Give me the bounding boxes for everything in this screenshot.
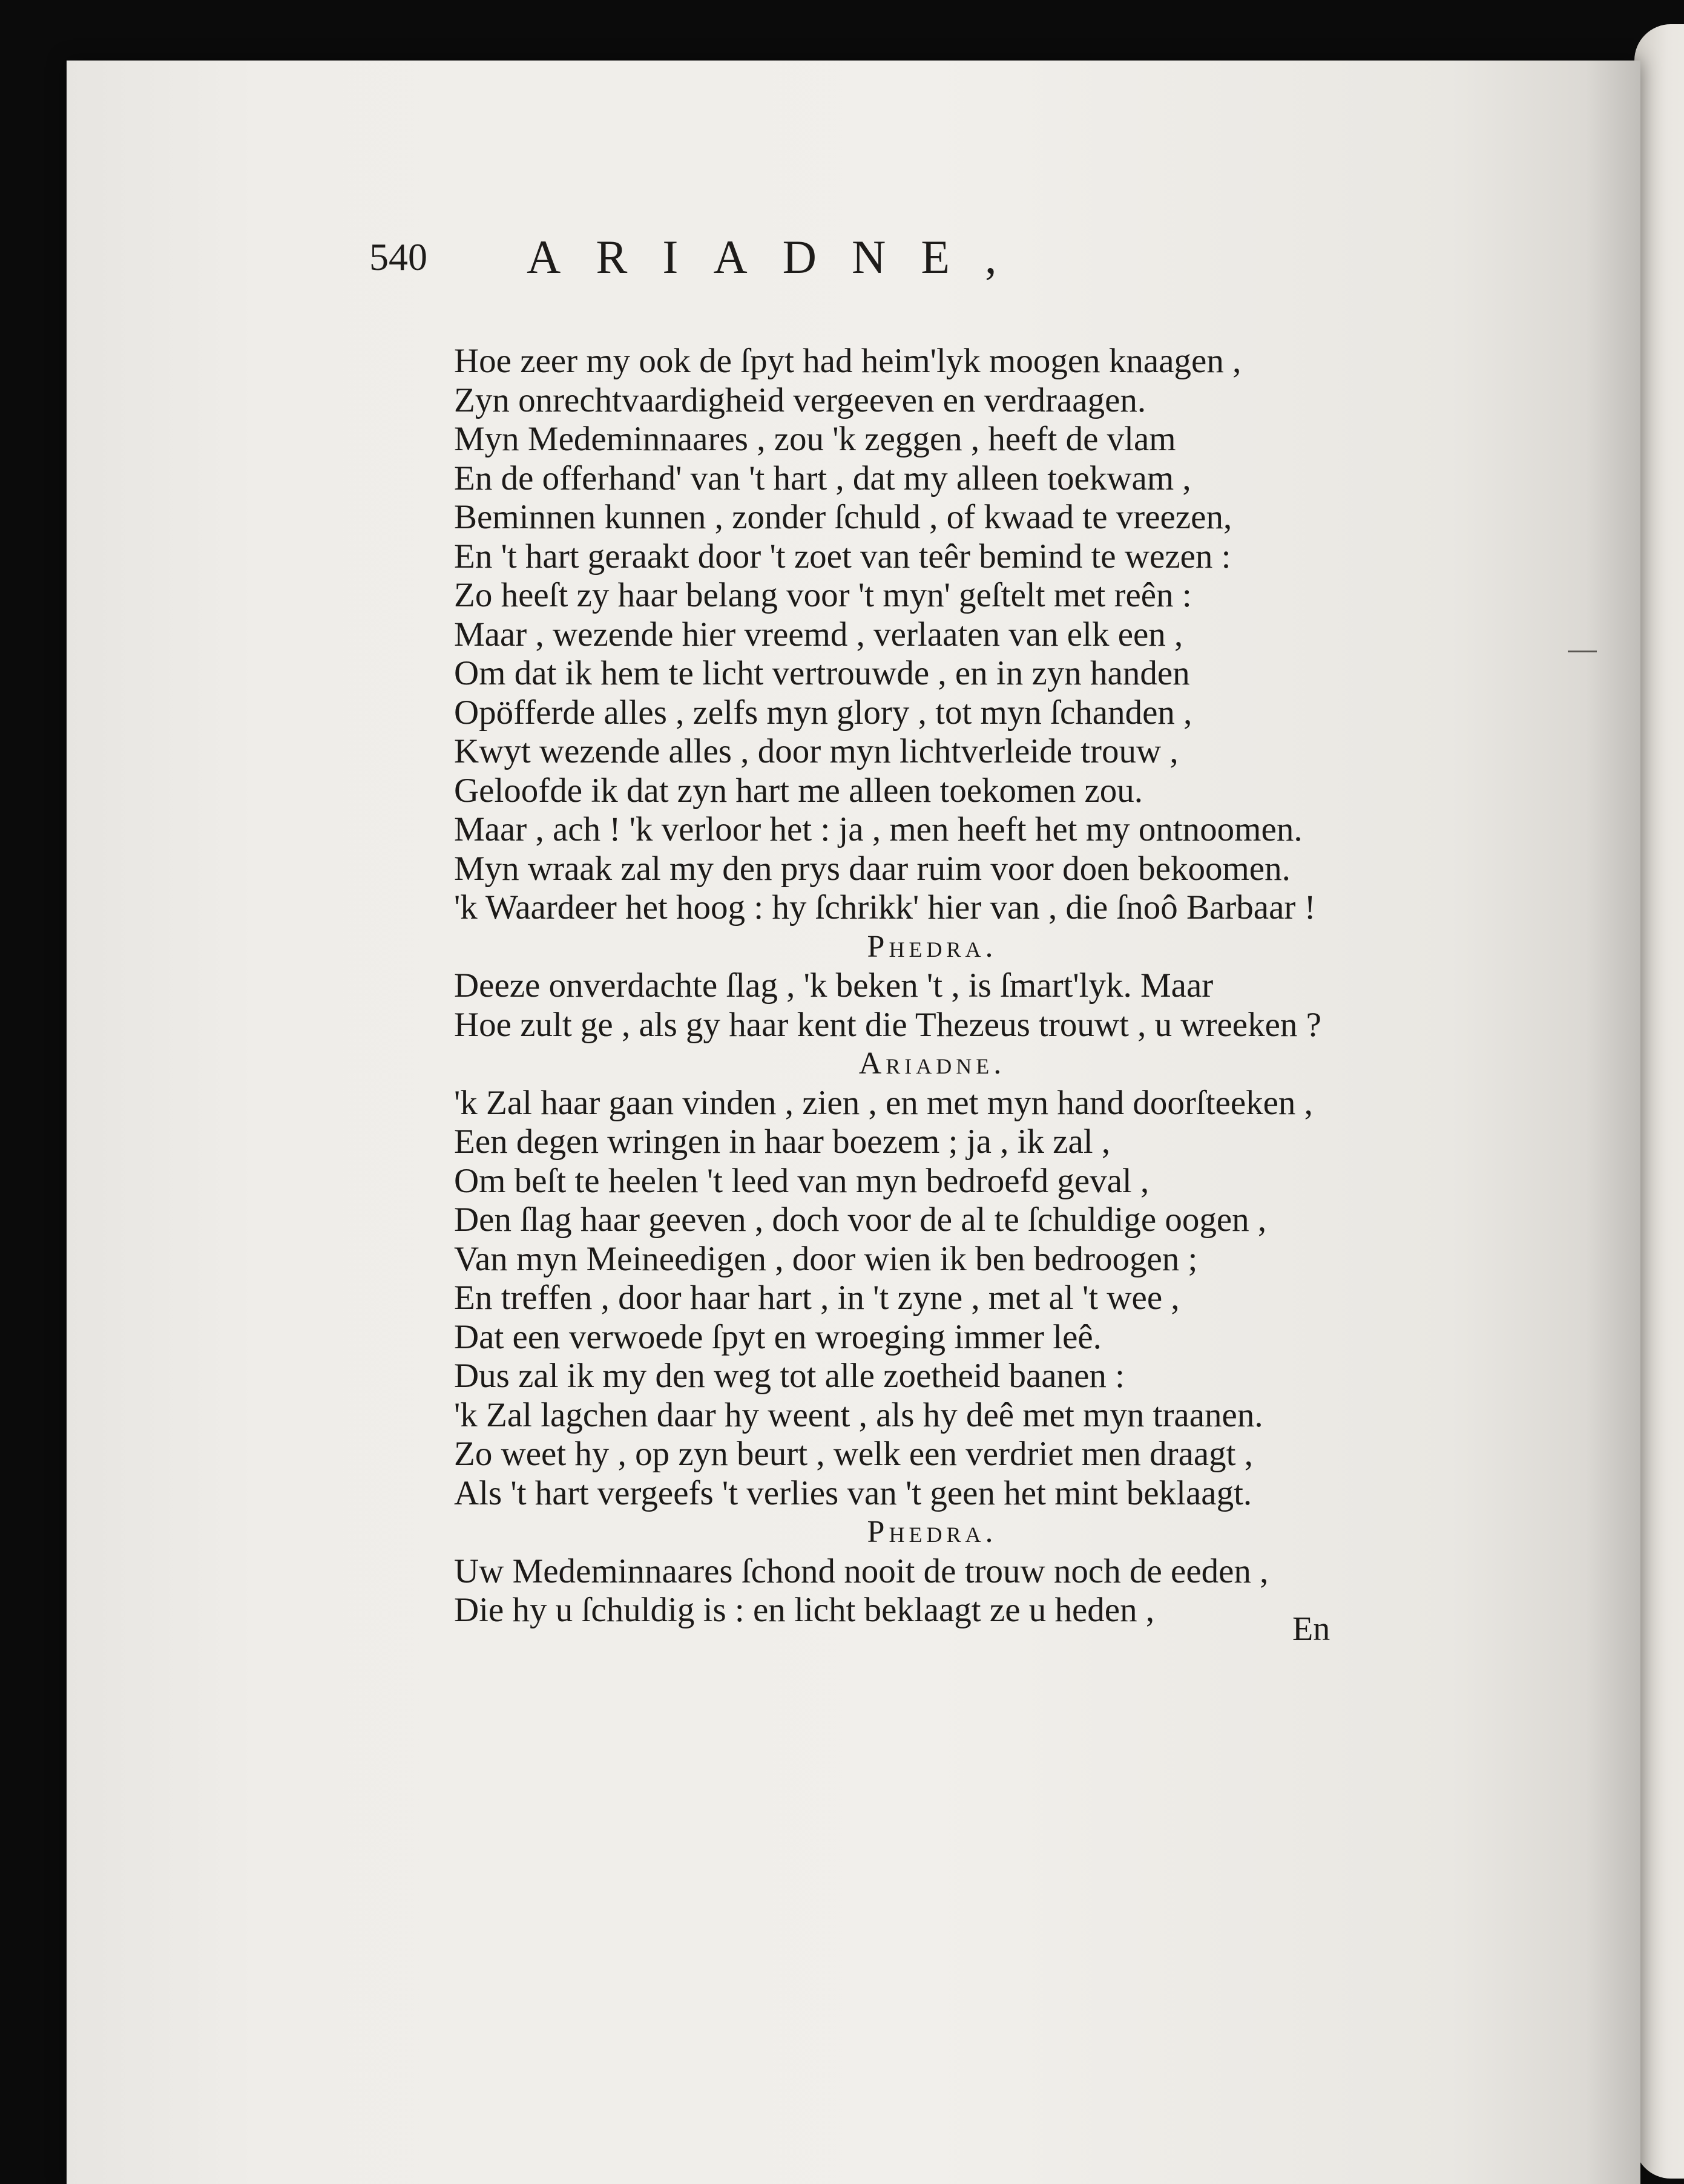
verse-line: Maar , wezende hier vreemd , verlaaten van elk een , bbox=[454, 615, 1183, 654]
verse-line: Dat een verwoede ſpyt en wroeging immer leê. bbox=[454, 1317, 1102, 1356]
margin-mark bbox=[1568, 651, 1597, 652]
verse-line: En treffen , door haar hart , in 't zyne , met al 't wee , bbox=[454, 1279, 1180, 1317]
verse-line: 'k Zal haar gaan vinden , zien , en met myn hand doorſteeken , bbox=[454, 1083, 1313, 1122]
speaker-heading: Ariadne. bbox=[858, 1046, 1006, 1081]
verse-line: En de offerhand' van 't hart , dat my alleen toekwam , bbox=[454, 459, 1191, 497]
catchword: En bbox=[1292, 1610, 1330, 1648]
verse-line: Hoe zult ge , als gy haar kent die Thezeus trouwt , u wreeken ? bbox=[454, 1005, 1321, 1044]
verse-line: Myn wraak zal my den prys daar ruim voor doen bekoomen. bbox=[454, 849, 1291, 888]
running-head bbox=[369, 230, 1253, 303]
verse-line: Opöfferde alles , zelfs myn glory , tot myn ſchanden , bbox=[454, 693, 1192, 732]
verse-line: Van myn Meineedigen , door wien ik ben bedroogen ; bbox=[454, 1239, 1198, 1278]
verse-line: Om dat ik hem te licht vertrouwde , en in zyn handen bbox=[454, 654, 1190, 692]
verse-text bbox=[454, 342, 1398, 1630]
verse-line: Myn Medeminnaares , zou 'k zeggen , heeft de vlam bbox=[454, 420, 1176, 458]
verse-line: 'k Waardeer het hoog : hy ſchrikk' hier van , die ſnoô Barbaar ! bbox=[454, 888, 1316, 926]
verse-line: Om beſt te heelen 't leed van myn bedroefd geval , bbox=[454, 1161, 1150, 1200]
verse-line: Uw Medeminnaares ſchond nooit de trouw noch de eeden , bbox=[454, 1552, 1269, 1590]
verse-line: Als 't hart vergeefs 't verlies van 't geen het mint beklaagt. bbox=[454, 1474, 1252, 1512]
verse-line: Dus zal ik my den weg tot alle zoetheid baanen : bbox=[454, 1357, 1125, 1395]
gutter-shadow bbox=[1586, 61, 1640, 2184]
verse-line: Geloofde ik dat zyn hart me alleen toekomen zou. bbox=[454, 771, 1143, 810]
facing-page-edge bbox=[1634, 24, 1684, 2179]
verse-line: Deeze onverdachte ſlag , 'k beken 't , is ſmart'lyk. Maar bbox=[454, 966, 1214, 1005]
verse-line: Een degen wringen in haar boezem ; ja , ik zal , bbox=[454, 1123, 1111, 1161]
verse-line: Hoe zeer my ook de ſpyt had heim'lyk moogen knaagen , bbox=[454, 342, 1242, 380]
verse-line: Maar , ach ! 'k verloor het : ja , men heeft het my ontnoomen. bbox=[454, 810, 1303, 848]
verse-line: Zo weet hy , op zyn beurt , welk een verdriet men draagt , bbox=[454, 1435, 1254, 1473]
speaker-heading: Phedra. bbox=[867, 929, 998, 964]
verse-line: Zyn onrechtvaardigheid vergeeven en verdraagen. bbox=[454, 381, 1146, 419]
verse-line: Den ſlag haar geeven , doch voor de al te ſchuldige oogen , bbox=[454, 1201, 1267, 1239]
verse-line: En 't hart geraakt door 't zoet van teêr bemind te wezen : bbox=[454, 537, 1231, 576]
verse-line: Beminnen kunnen , zonder ſchuld , of kwaad te vreezen, bbox=[454, 498, 1232, 536]
page-number: 540 bbox=[369, 235, 427, 278]
verse-line: Kwyt wezende alles , door myn lichtverleide trouw , bbox=[454, 732, 1179, 770]
verse-line: 'k Zal lagchen daar hy weent , als hy deê met myn traanen. bbox=[454, 1395, 1263, 1434]
speaker-heading: Phedra. bbox=[867, 1515, 998, 1549]
verse-line: Die hy u ſchuldig is : en licht beklaagt ze u heden , bbox=[454, 1591, 1155, 1629]
running-title: ARIADNE, bbox=[527, 231, 1032, 283]
verse-line: Zo heeſt zy haar belang voor 't myn' geſtelt met reên : bbox=[454, 576, 1192, 614]
